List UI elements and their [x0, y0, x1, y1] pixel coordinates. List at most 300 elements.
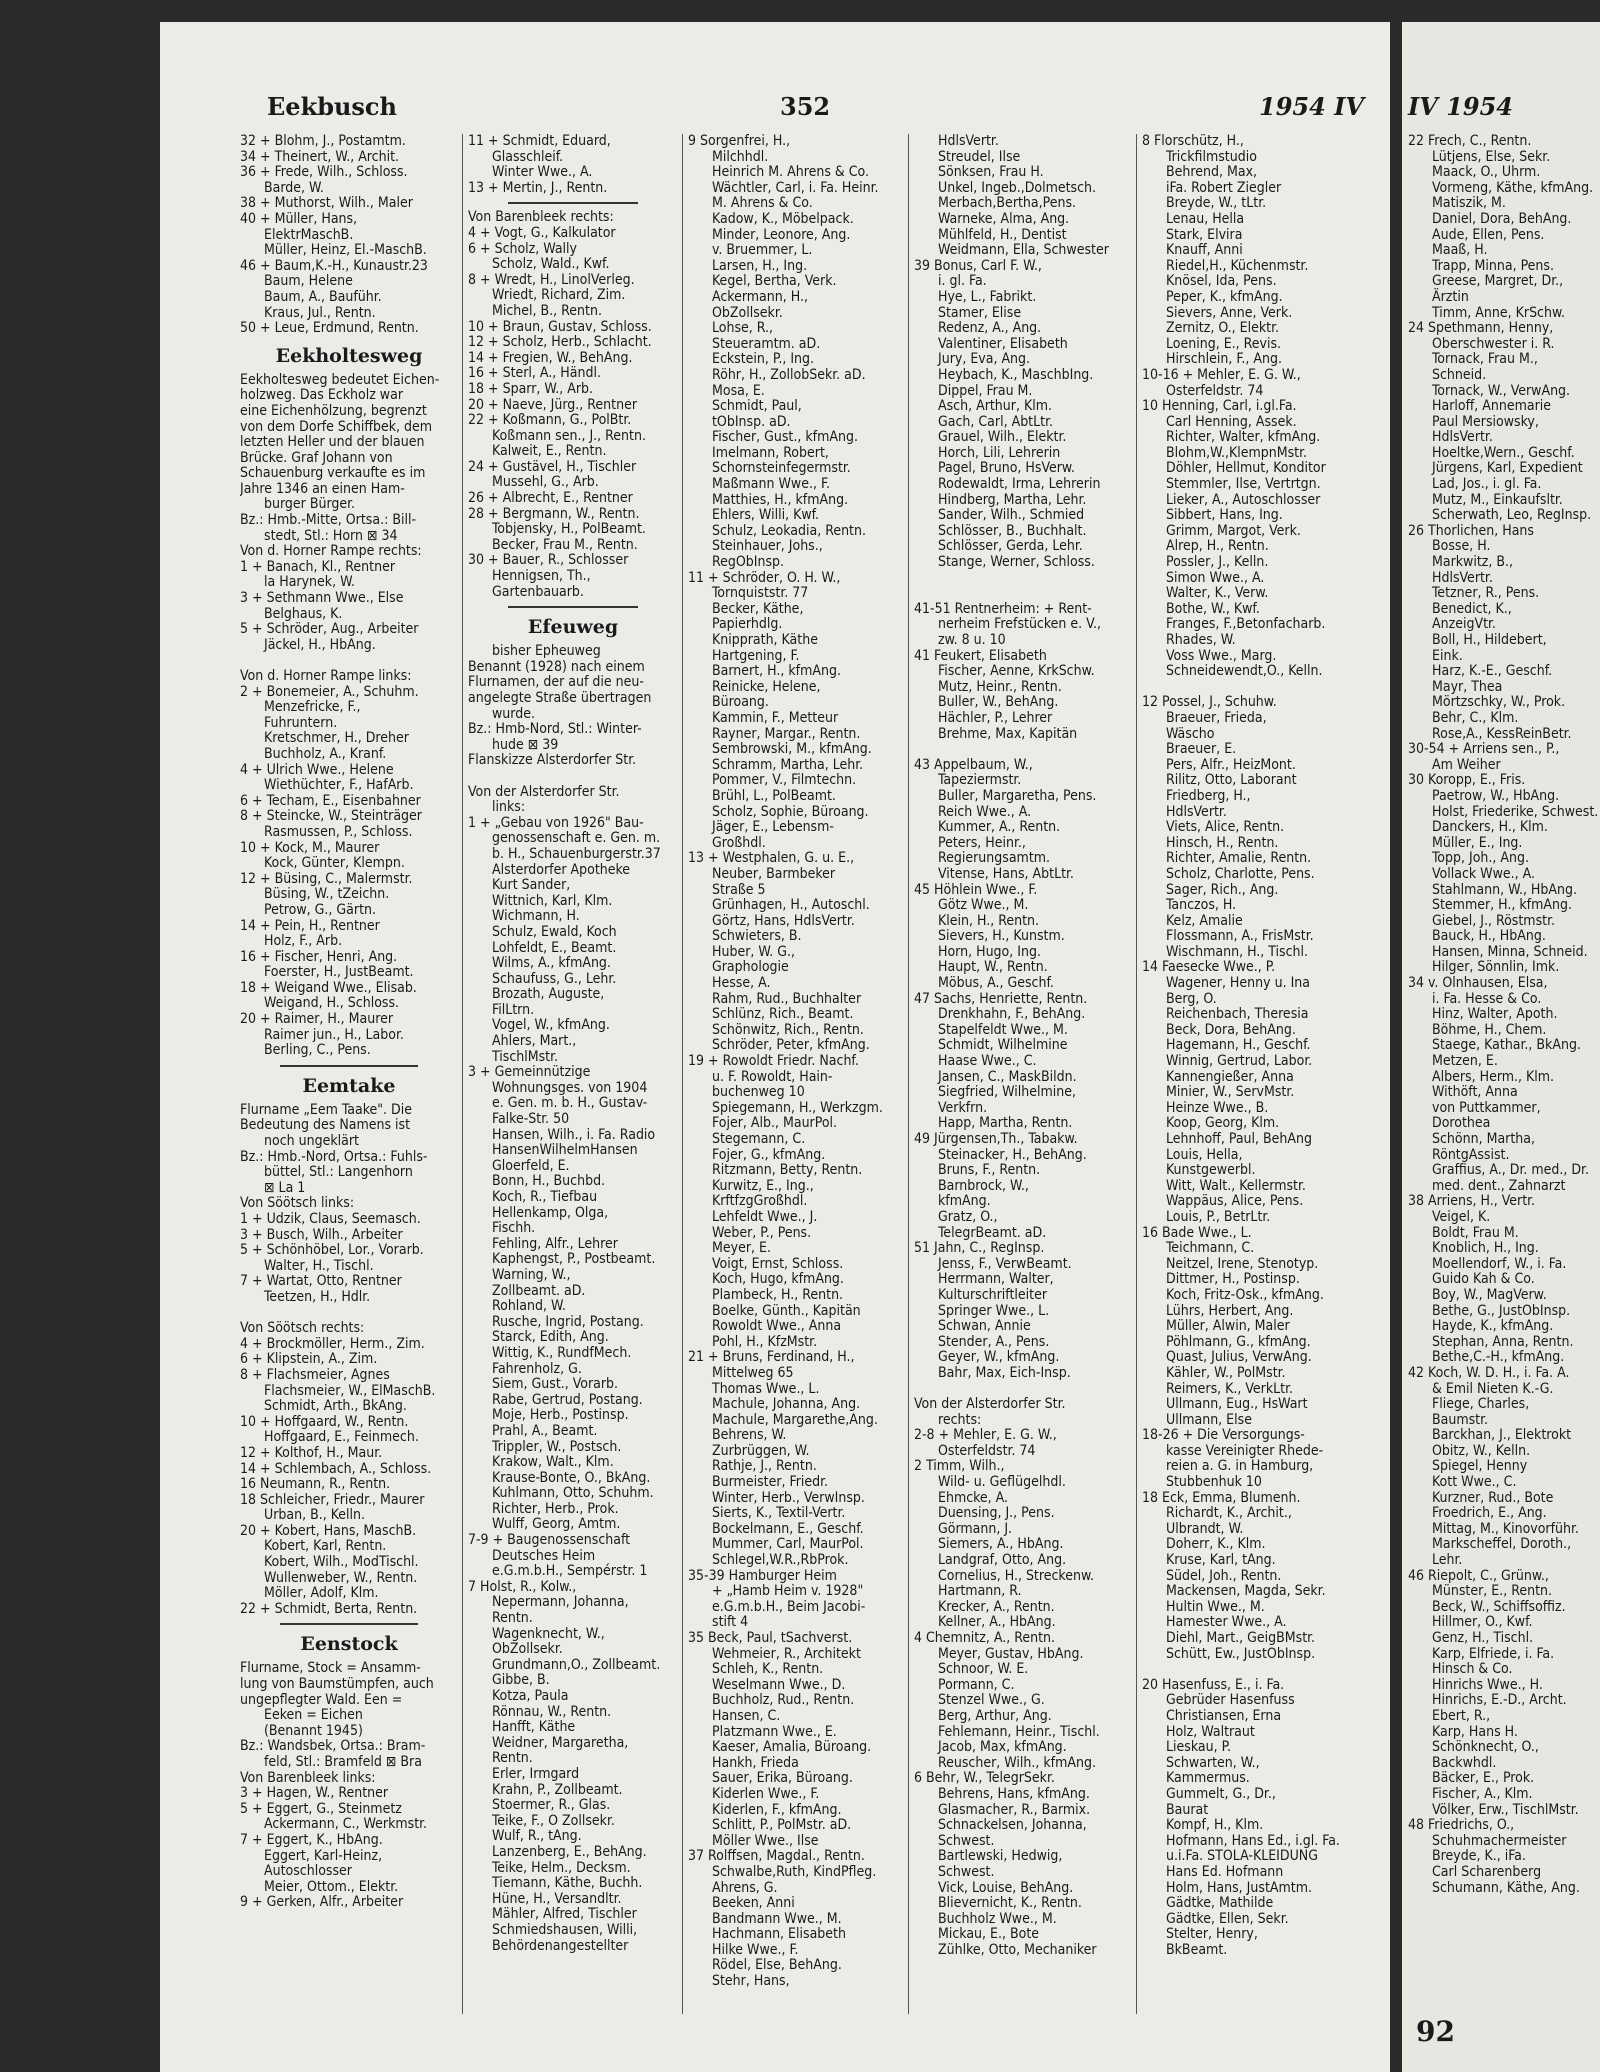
- entry-line: b. H., Schauenburgerstr.37: [492, 845, 661, 862]
- entry-line: 46 + Baum,K.-H., Kunaustr.23: [240, 257, 428, 274]
- entry-line: 47 Sachs, Henriette, Rentn.: [914, 990, 1088, 1007]
- entry-line: Reuscher, Wilh., kfmAng.: [938, 1754, 1096, 1771]
- entry-line: Duensing, J., Pens.: [938, 1505, 1055, 1522]
- entry-line: Rathje, J., Rentn.: [712, 1458, 817, 1475]
- entry-line: Fehling, Alfr., Lehrer: [492, 1235, 618, 1252]
- entry-line: Gibbe, B.: [492, 1672, 550, 1689]
- entry-line: Huber, W. G.,: [712, 943, 795, 960]
- entry-line: Görmann, J.: [938, 1520, 1013, 1537]
- entry-line: Schulz, Ewald, Koch: [492, 923, 617, 940]
- entry-line: Winter, Herb., VerwInsp.: [712, 1489, 865, 1506]
- entry-line: Vormeng, Käthe, kfmAng.: [1432, 179, 1594, 196]
- entry-line: Stephan, Anna, Rentn.: [1432, 1333, 1574, 1350]
- entry-line: 12 + Büsing, C., Malermstr.: [240, 870, 413, 887]
- entry-line: Wullenweber, W., Rentn.: [264, 1569, 418, 1586]
- entry-line: 46 Riepolt, C., Grünw.,: [1408, 1567, 1549, 1584]
- entry-line: Hinrichs Wwe., H.: [1432, 1676, 1543, 1693]
- entry-line: 35-39 Hamburger Heim: [688, 1567, 837, 1584]
- entry-line: 20 Hasenfuss, E., i. Fa.: [1142, 1676, 1285, 1693]
- entry-line: Bethe, G., JustObInsp.: [1432, 1302, 1571, 1319]
- entry-line: ⊠ La 1: [264, 1179, 306, 1196]
- entry-line: [1142, 1662, 1368, 1678]
- entry-line: Danckers, H., Klm.: [1432, 819, 1548, 836]
- entry-line: Mutz, Heinr., Rentn.: [938, 678, 1062, 695]
- entry-line: Lohfeldt, E., Beamt.: [492, 939, 617, 956]
- entry-line: Jahre 1346 an einen Ham-: [240, 480, 405, 497]
- entry-line: u.i.Fa. STOLA-KLEIDUNG: [1166, 1848, 1318, 1865]
- entry-line: Stoermer, R., Glas.: [492, 1797, 611, 1814]
- entry-line: Beeken, Anni: [712, 1895, 795, 1912]
- entry-line: HansenWilhelmHansen: [492, 1142, 638, 1159]
- next-page-footer-number: 92: [1416, 2015, 1455, 2048]
- entry-line: 10 + Hoffgaard, W., Rentn.: [240, 1413, 409, 1430]
- entry-line: e.G.m.b.H., Beim Jacobi-: [712, 1598, 866, 1615]
- entry-line: 32 + Blohm, J., Postamtm.: [240, 134, 406, 149]
- entry-line: Maaß, H.: [1432, 242, 1488, 259]
- entry-line: Hansen, C.: [712, 1707, 781, 1724]
- entry-line: Stender, A., Pens.: [938, 1333, 1050, 1350]
- entry-line: Teichmann, C.: [1166, 1240, 1255, 1257]
- entry-line: 2-8 + Mehler, E. G. W.,: [914, 1427, 1057, 1444]
- entry-line: Jäger, E., Lebensm-: [712, 819, 834, 836]
- entry-line: Hinsch, H., Rentn.: [1166, 834, 1279, 851]
- entry-line: Bahr, Max, Eich-Insp.: [938, 1364, 1071, 1381]
- entry-line: Berling, C., Pens.: [264, 1042, 371, 1059]
- entry-line: Breyde, K., iFa.: [1432, 1848, 1526, 1865]
- entry-line: Mittelweg 65: [712, 1364, 794, 1381]
- entry-line: 42 Koch, W. D. H., i. Fa. A.: [1408, 1364, 1570, 1381]
- entry-line: Redenz, A., Ang.: [938, 320, 1042, 337]
- entry-line: Siemers, A., HbAng.: [938, 1536, 1064, 1553]
- entry-line: 2 Timm, Wilh.,: [914, 1458, 1005, 1475]
- entry-line: Harloff, Annemarie: [1432, 398, 1551, 415]
- entry-line: Sönksen, Frau H.: [938, 164, 1044, 181]
- entry-line: 16 Bade Wwe., L.: [1142, 1224, 1252, 1241]
- entry-line: Rilitz, Otto, Laborant: [1166, 772, 1297, 789]
- entry-line: Starck, Edith, Ang.: [492, 1329, 609, 1346]
- street-heading: Eekholtesweg: [275, 344, 423, 367]
- entry-line: Nepermann, Johanna,: [492, 1594, 629, 1611]
- entry-line: Knösel, Ida, Pens.: [1166, 273, 1277, 290]
- entry-line: Stegemann, C.: [712, 1131, 806, 1147]
- entry-line: 2 + Bonemeier, A., Schuhm.: [240, 683, 419, 700]
- entry-line: Rönnau, W., Rentn.: [492, 1703, 612, 1720]
- entry-line: Kegel, Bertha, Verk.: [712, 273, 837, 290]
- entry-line: Knoblich, H., Ing.: [1432, 1240, 1539, 1257]
- entry-line: Tornquiststr. 77: [712, 585, 809, 602]
- entry-line: Großhdl.: [712, 834, 766, 851]
- entry-line: 43 Appelbaum, W.,: [914, 756, 1033, 773]
- entry-line: 4 + Brockmöller, Herm., Zim.: [240, 1335, 425, 1352]
- entry-line: Behrens, Hans, kfmAng.: [938, 1785, 1090, 1802]
- entry-line: 3 + Busch, Wilh., Arbeiter: [240, 1226, 403, 1243]
- entry-line: Paul Mersiowsky,: [1432, 413, 1539, 430]
- entry-line: [240, 1306, 458, 1322]
- entry-line: Buchholz, Rud., Rentn.: [712, 1692, 855, 1709]
- entry-line: Lieker, A., Autoschlosser: [1166, 491, 1321, 508]
- entry-line: Genz, H., Tischl.: [1432, 1630, 1534, 1646]
- entry-line: Steueramtm. aD.: [712, 335, 821, 352]
- entry-line: Stahlmann, W., HbAng.: [1432, 881, 1578, 898]
- entry-line: 14 + Fregien, W., BehAng.: [468, 349, 633, 366]
- entry-line: Gloerfeld, E.: [492, 1157, 570, 1174]
- entry-line: Flanskizze Alsterdorfer Str.: [468, 752, 637, 769]
- entry-line: Hindberg, Martha, Lehr.: [938, 491, 1087, 508]
- entry-line: Kiderlen Wwe., F.: [712, 1785, 820, 1802]
- entry-line: Mörtzschky, W., Prok.: [1432, 694, 1566, 711]
- entry-line: Kraus, Jul., Rentn.: [264, 304, 376, 321]
- column-2: [468, 134, 678, 1954]
- entry-line: Hansen, Wilh., i. Fa. Radio: [492, 1126, 656, 1143]
- entry-line: Froedrich, E., Ang.: [1432, 1505, 1547, 1522]
- entry-line: Karp, Elfriede, i. Fa.: [1432, 1645, 1555, 1662]
- entry-line: links:: [492, 799, 526, 816]
- entry-line: hude ⊠ 39: [492, 736, 559, 753]
- entry-line: Pers, Alfr., HeizMont.: [1166, 756, 1296, 773]
- entry-line: Von d. Horner Rampe links:: [240, 668, 412, 684]
- entry-line: Schlitt, P., PolMstr. aD.: [712, 1817, 852, 1834]
- entry-line: Thomas Wwe., L.: [712, 1380, 820, 1397]
- entry-line: HdlsVertr.: [1432, 569, 1493, 586]
- entry-line: Friedberg, H.,: [1166, 787, 1251, 804]
- section-rule: [508, 606, 638, 608]
- entry-line: Schuhmachermeister: [1432, 1832, 1567, 1849]
- column-1: [240, 134, 458, 1911]
- entry-line: Pommer, V., Filmtechn.: [712, 772, 857, 789]
- entry-line: Schlegel,W.R.,RbProk.: [712, 1552, 849, 1569]
- entry-line: Lad, Jos., i. gl. Fa.: [1432, 476, 1542, 493]
- entry-line: Wischmann, H., Tischl.: [1166, 943, 1309, 960]
- entry-line: i. gl. Fa.: [938, 273, 987, 290]
- entry-line: 49 Jürgensen,Th., Tabakw.: [914, 1131, 1078, 1147]
- entry-line: Zurbrüggen, W.: [712, 1442, 810, 1459]
- entry-line: Ackermann, H.,: [712, 288, 808, 305]
- entry-line: Böhme, H., Chem.: [1432, 1021, 1547, 1038]
- entry-line: 14 + Pein, H., Rentner: [240, 917, 380, 934]
- section-rule: [280, 1623, 418, 1625]
- entry-line: Behr, C., Klm.: [1432, 709, 1519, 726]
- entry-line: Buller, W., BehAng.: [938, 694, 1059, 711]
- entry-line: med. dent., Zahnarzt: [1432, 1177, 1566, 1194]
- entry-line: Koßmann sen., J., Rentn.: [492, 427, 646, 444]
- entry-line: Wittnich, Karl, Klm.: [492, 892, 613, 909]
- entry-line: Mayr, Thea: [1432, 678, 1503, 695]
- entry-line: Unkel, Ingeb.,Dolmetsch.: [938, 179, 1097, 196]
- entry-line: Schwest.: [938, 1863, 995, 1880]
- entry-line: Rose,A., KessReinBetr.: [1432, 725, 1572, 742]
- entry-line: Prahl, A., Beamt.: [492, 1422, 598, 1439]
- entry-line: 7 + Wartat, Otto, Rentner: [240, 1273, 402, 1290]
- entry-line: Mussehl, G., Arb.: [492, 474, 599, 491]
- entry-line: Moellendorf, W., i. Fa.: [1432, 1255, 1567, 1272]
- entry-line: ElektrMaschB.: [264, 226, 354, 243]
- entry-line: Hüne, H., Versandltr.: [492, 1890, 622, 1907]
- entry-line: e.G.m.b.H., Sempérstr. 1: [492, 1563, 648, 1580]
- entry-line: Holz, F., Arb.: [264, 933, 343, 950]
- street-header: Eekbusch: [267, 92, 397, 121]
- entry-line: Lehnhoff, Paul, BehAng: [1166, 1131, 1312, 1147]
- entry-line: Boelke, Günth., Kapitän: [712, 1302, 861, 1319]
- entry-line: TischlMstr.: [492, 1048, 558, 1065]
- entry-line: Lehr.: [1432, 1552, 1463, 1569]
- entry-line: Doherr, K., Klm.: [1166, 1536, 1266, 1553]
- entry-line: Lieskau, P.: [1166, 1739, 1231, 1756]
- entry-line: HdlsVertr.: [938, 134, 999, 149]
- entry-line: Bedeutung des Namens ist: [240, 1117, 411, 1134]
- entry-line: Wriedt, Richard, Zim.: [492, 287, 626, 304]
- entry-line: Sierts, K., Textil-Vertr.: [712, 1505, 846, 1522]
- entry-line: Beck, Dora, BehAng.: [1166, 1021, 1296, 1038]
- entry-line: Haase Wwe., C.: [938, 1053, 1037, 1070]
- entry-line: Kalweit, E., Rentn.: [492, 443, 607, 460]
- entry-line: Petrow, G., Gärtn.: [264, 901, 376, 918]
- entry-line: la Harynek, W.: [264, 574, 355, 591]
- entry-line: von Puttkammer,: [1432, 1099, 1541, 1116]
- entry-line: Am Weiher: [1432, 756, 1501, 773]
- entry-line: Boldt, Frau M.: [1432, 1224, 1519, 1241]
- entry-line: Osterfeldstr. 74: [1166, 382, 1264, 399]
- entry-line: Von Söötsch links:: [240, 1195, 355, 1212]
- entry-line: Kock, Günter, Klempn.: [264, 855, 405, 872]
- entry-line: 30 Koropp, E., Fris.: [1408, 772, 1526, 789]
- entry-line: Hächler, P., Lehrer: [938, 709, 1053, 726]
- entry-line: Weselmann Wwe., D.: [712, 1676, 846, 1693]
- entry-line: Eink.: [1432, 647, 1463, 664]
- entry-line: Bosse, H.: [1432, 538, 1491, 555]
- entry-line: 24 Spethmann, Henny,: [1408, 320, 1554, 337]
- entry-line: Eckstein, P., Ing.: [712, 351, 815, 368]
- entry-line: Hesse, A.: [712, 975, 771, 992]
- entry-line: Koch, Fritz-Osk., kfmAng.: [1166, 1286, 1324, 1303]
- entry-line: 18 + Weigand Wwe., Elisab.: [240, 979, 417, 996]
- entry-line: Fehlemann, Heinr., Tischl.: [938, 1723, 1100, 1740]
- entry-line: Gach, Carl, AbtLtr.: [938, 413, 1053, 430]
- entry-line: Bruns, F., Rentn.: [938, 1162, 1041, 1179]
- entry-line: 45 Höhlein Wwe., F.: [914, 881, 1038, 898]
- entry-line: Stelter, Henry,: [1166, 1926, 1258, 1943]
- entry-line: Machule, Margarethe,Ang.: [712, 1411, 878, 1428]
- column-3: [688, 134, 904, 1990]
- entry-line: KrftfzgGroßhdl.: [712, 1193, 808, 1210]
- entry-line: Reichenbach, Theresia: [1166, 1006, 1309, 1023]
- entry-line: [468, 769, 678, 785]
- entry-line: Stehr, Hans,: [712, 1973, 790, 1990]
- entry-line: Trippler, W., Postsch.: [492, 1438, 622, 1455]
- entry-line: 40 + Müller, Hans,: [240, 210, 358, 227]
- entry-line: HdlsVertr.: [1432, 429, 1493, 446]
- entry-line: 30-54 + Arriens sen., P.,: [1408, 741, 1560, 758]
- entry-line: Walter, K., Verw.: [1166, 585, 1269, 602]
- entry-line: 18 Schleicher, Friedr., Maurer: [240, 1491, 425, 1508]
- entry-line: HdlsVertr.: [1166, 803, 1227, 820]
- entry-line: Hilke Wwe., F.: [712, 1941, 799, 1958]
- entry-line: Belghaus, K.: [264, 605, 343, 622]
- entry-line: Bäcker, E., Prok.: [1432, 1770, 1535, 1787]
- entry-line: Blievernicht, K., Rentn.: [938, 1895, 1082, 1912]
- entry-line: Vick, Louise, BehAng.: [938, 1879, 1074, 1896]
- entry-line: Hirschlein, F., Ang.: [1166, 351, 1282, 368]
- entry-line: Braeuer, Frieda,: [1166, 709, 1267, 726]
- entry-line: Barnbrock, W.,: [938, 1177, 1029, 1194]
- entry-line: burger Bürger.: [264, 496, 356, 513]
- entry-line: holzweg. Das Eckholz war: [240, 387, 403, 404]
- entry-line: 7 Holst, R., Kolw.,: [468, 1578, 577, 1595]
- entry-line: Büsing, W., tZeichn.: [264, 886, 390, 903]
- entry-line: Grimm, Margot, Verk.: [1166, 522, 1301, 539]
- entry-line: Hillmer, O., Kwf.: [1432, 1614, 1533, 1631]
- entry-line: Zernitz, O., Elektr.: [1166, 320, 1280, 337]
- entry-line: Greese, Margret, Dr.,: [1432, 273, 1564, 290]
- entry-line: iFa. Robert Ziegler: [1166, 179, 1282, 196]
- entry-line: Jenss, F., VerwBeamt.: [938, 1255, 1072, 1272]
- entry-line: feld, Stl.: Bramfeld ⊠ Bra: [264, 1754, 422, 1770]
- entry-line: Falke-Str. 50: [492, 1111, 570, 1128]
- entry-line: Baurat: [1166, 1801, 1209, 1818]
- entry-line: Grünhagen, H., Autoschl.: [712, 897, 870, 914]
- entry-line: Wild- u. Geflügelhdl.: [938, 1474, 1066, 1491]
- entry-line: Hachmann, Elisabeth: [712, 1926, 846, 1943]
- entry-line: Ulbrandt, W.: [1166, 1520, 1244, 1537]
- entry-line: Rodewaldt, Irma, Lehrerin: [938, 476, 1101, 493]
- entry-line: 8 + Flachsmeier, Agnes: [240, 1366, 390, 1383]
- entry-line: 1 + Udzik, Claus, Seemasch.: [240, 1211, 421, 1227]
- entry-line: 30 + Bauer, R., Schlosser: [468, 552, 629, 569]
- entry-line: Mühlfeld, H., Dentist: [938, 226, 1067, 243]
- entry-line: Regierungsamtm.: [938, 850, 1051, 867]
- entry-line: Kellner, A., HbAng.: [938, 1614, 1056, 1631]
- entry-line: Blohm,W.,KlempnMstr.: [1166, 444, 1307, 461]
- entry-line: Haupt, W., Rentn.: [938, 959, 1048, 976]
- entry-line: Von Barenbleek rechts:: [468, 209, 614, 226]
- entry-line: Münster, E., Rentn.: [1432, 1583, 1552, 1600]
- entry-line: Winnig, Gertrud, Labor.: [1166, 1053, 1313, 1070]
- entry-line: Schwieters, B.: [712, 928, 802, 945]
- entry-line: 22 Frech, C., Rentn.: [1408, 134, 1532, 149]
- entry-line: 12 Possel, J., Schuhw.: [1142, 694, 1277, 711]
- entry-line: genossenschaft e. Gen. m.: [492, 830, 661, 847]
- entry-line: Koch, R., Tiefbau: [492, 1189, 598, 1205]
- entry-line: Schwalbe,Ruth, KindPfleg.: [712, 1863, 877, 1880]
- entry-line: Koch, Hugo, kfmAng.: [712, 1271, 844, 1288]
- entry-line: 10 Henning, Carl, i.gl.Fa.: [1142, 398, 1297, 415]
- entry-line: Müller, E., Ing.: [1432, 834, 1523, 851]
- entry-line: Stark, Elvira: [1166, 226, 1243, 243]
- entry-line: Kobert, Wilh., ModTischl.: [264, 1554, 419, 1571]
- entry-line: 8 + Steincke, W., Steinträger: [240, 808, 422, 825]
- entry-line: Warning, W.,: [492, 1266, 571, 1283]
- entry-line: büttel, Stl.: Langenhorn: [264, 1164, 413, 1181]
- entry-line: Schwan, Annie: [938, 1318, 1031, 1335]
- entry-line: Möller, Adolf, Klm.: [264, 1585, 379, 1602]
- entry-line: Eeken = Eichen: [264, 1707, 363, 1724]
- entry-line: Graffius, A., Dr. med., Dr.: [1432, 1162, 1589, 1179]
- entry-line: 1 + Banach, Kl., Rentner: [240, 558, 395, 575]
- entry-line: Steinhauer, Johs.,: [712, 538, 823, 555]
- entry-line: Moje, Herb., Postinsp.: [492, 1407, 629, 1424]
- entry-line: ungepflegter Wald. Een =: [240, 1691, 403, 1708]
- entry-line: Stubbenhuk 10: [1166, 1474, 1262, 1491]
- entry-line: 3 + Sethmann Wwe., Else: [240, 590, 404, 607]
- entry-line: Kannengießer, Anna: [1166, 1068, 1294, 1085]
- entry-line: 18 + Sparr, W., Arb.: [468, 380, 594, 397]
- entry-line: Hagemann, H., Geschf.: [1166, 1037, 1311, 1054]
- column-divider: [462, 134, 463, 2014]
- entry-line: 20 + Raimer, H., Maurer: [240, 1011, 394, 1028]
- entry-line: Kulturschriftleiter: [938, 1286, 1048, 1303]
- entry-line: 19 + Rowoldt Friedr. Nachf.: [688, 1053, 859, 1070]
- entry-line: Fischer, Aenne, KrkSchw.: [938, 663, 1095, 680]
- entry-line: Kaeser, Amalia, Büroang.: [712, 1739, 872, 1756]
- entry-line: angelegte Straße übertragen: [468, 690, 652, 706]
- entry-line: Dorothea: [1432, 1115, 1491, 1132]
- entry-line: 7 + Eggert, K., HbAng.: [240, 1831, 383, 1848]
- entry-line: Metzen, E.: [1432, 1053, 1498, 1070]
- entry-line: Bockelmann, E., Geschf.: [712, 1520, 864, 1537]
- entry-line: Obitz, W., Kelln.: [1432, 1442, 1531, 1459]
- entry-line: Veigel, K.: [1432, 1208, 1491, 1225]
- entry-line: Peters, Heinr.,: [938, 834, 1026, 851]
- entry-line: Lanzenberg, E., BehAng.: [492, 1843, 647, 1860]
- entry-line: 20 + Kobert, Hans, MaschB.: [240, 1522, 417, 1539]
- entry-line: Berg, Arthur, Ang.: [938, 1707, 1052, 1724]
- entry-line: Benedict, K.,: [1432, 600, 1512, 617]
- entry-line: Rahm, Rud., Buchhalter: [712, 990, 862, 1007]
- entry-line: Voss Wwe., Marg.: [1166, 647, 1277, 664]
- entry-line: [914, 571, 1132, 587]
- entry-line: Neitzel, Irene, Stenotyp.: [1166, 1255, 1319, 1272]
- entry-line: Siem, Gust., Vorarb.: [492, 1376, 619, 1393]
- entry-line: Aude, Ellen, Pens.: [1432, 226, 1545, 243]
- entry-line: 51 Jahn, C., RegInsp.: [914, 1240, 1045, 1257]
- entry-line: Hofmann, Hans Ed., i.gl. Fa.: [1166, 1832, 1340, 1849]
- entry-line: 9 Sorgenfrei, H.,: [688, 134, 791, 149]
- entry-line: 28 + Bergmann, W., Rentn.: [468, 505, 640, 522]
- entry-line: Platzmann Wwe., E.: [712, 1723, 837, 1740]
- entry-line: 14 + Schlembach, A., Schloss.: [240, 1460, 432, 1477]
- entry-line: Bothe, W., Kwf.: [1166, 600, 1260, 617]
- entry-line: Springer Wwe., L.: [938, 1302, 1050, 1319]
- entry-line: Schönn, Martha,: [1432, 1131, 1535, 1147]
- entry-line: Behördenangestellter: [492, 1937, 629, 1954]
- entry-line: Hye, L., Fabrikt.: [938, 288, 1037, 305]
- entry-line: Rhades, W.: [1166, 632, 1236, 648]
- entry-line: Ebert, R.,: [1432, 1707, 1491, 1724]
- entry-line: Weidmann, Ella, Schwester: [938, 242, 1109, 259]
- entry-line: Menzefricke, F.,: [264, 699, 361, 716]
- entry-line: Louis, Hella,: [1166, 1146, 1243, 1163]
- entry-line: Witt, Walt., Kellermstr.: [1166, 1177, 1306, 1194]
- entry-line: 12 + Kolthof, H., Maur.: [240, 1444, 383, 1461]
- street-heading: Efeuweg: [527, 616, 619, 639]
- entry-line: Knipprath, Käthe: [712, 632, 818, 648]
- entry-line: Hartgening, F.: [712, 647, 800, 664]
- entry-line: Wulff, Georg, Amtm.: [492, 1516, 621, 1533]
- entry-line: Vogel, W., kfmAng.: [492, 1017, 610, 1034]
- entry-line: Schmidt, Arth., BkAng.: [264, 1398, 407, 1415]
- entry-line: Asch, Arthur, Klm.: [938, 398, 1052, 415]
- entry-line: Hamester Wwe., A.: [1166, 1614, 1287, 1631]
- entry-line: Grauel, Wilh., Elektr.: [938, 429, 1067, 446]
- entry-line: (Benannt 1945): [264, 1722, 363, 1739]
- entry-line: Herrmann, Walter,: [938, 1271, 1054, 1288]
- entry-line: Kadow, K., Möbelpack.: [712, 210, 854, 227]
- entry-line: Müller, Heinz, El.-MaschB.: [264, 242, 427, 259]
- entry-line: 8 Florschütz, H.,: [1142, 134, 1244, 149]
- entry-line: Autoschlosser: [264, 1863, 352, 1880]
- entry-line: Stange, Werner, Schloss.: [938, 554, 1095, 571]
- entry-line: Schröder, Peter, kfmAng.: [712, 1037, 870, 1054]
- entry-line: Voigt, Ernst, Schloss.: [712, 1255, 844, 1272]
